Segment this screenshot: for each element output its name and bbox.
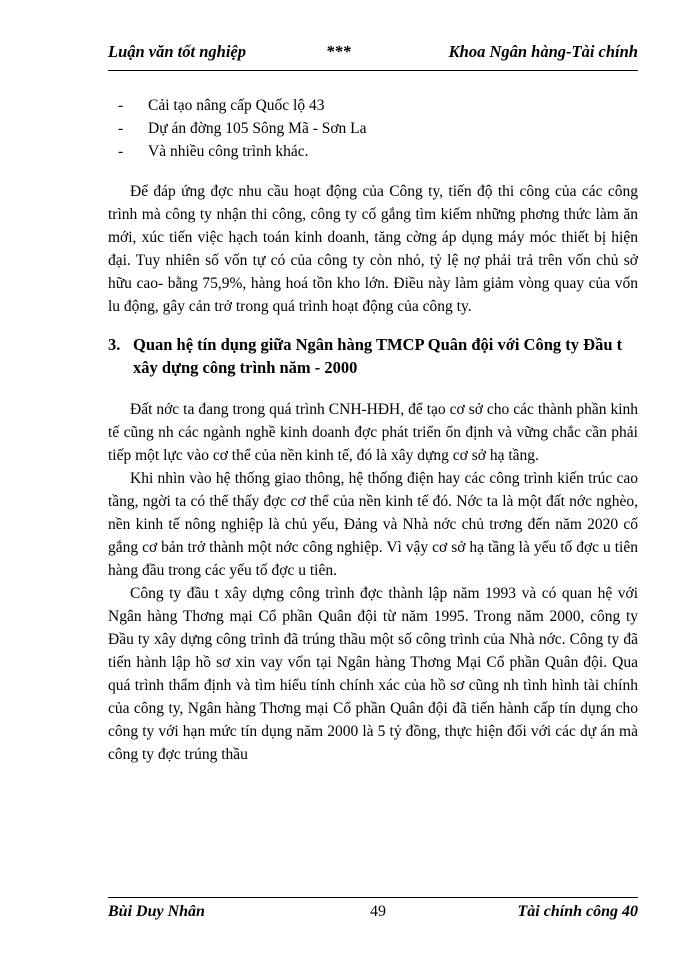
paragraph: Để đáp ứng đợc nhu cầu hoạt động của Công ty, tiến độ thi công của các công trình mà công ty nhận thi công, công ty cố gắng tìm kiếm những phơng thức làm ăn mới, xúc tiến việc hạch toán kinh doanh, tăng cờng áp dụng máy móc thiết bị hiện đại. Tuy nhiên số vốn tự có của công ty còn nhỏ, tỷ lệ nợ phải trả trên vốn chủ sở hữu cao- bằng 75,9%, hàng hoá tồn kho lớn. Điều này làm giảm vòng quay của vốn lu động, gây cản trở trong quá trình hoạt động của công ty. [108, 183, 638, 315]
paragraph: Công ty đầu t xây dựng công trình đợc thành lập năm 1993 và có quan hệ với Ngân hàng Thơng mại Cổ phần Quân đội từ năm 1995. Trong năm 2000, công ty Đầu ty xây dựng công trình đã trúng thầu một số công trình của Nhà nớc. Công ty đã tiến hành lập hồ sơ xin vay vốn tại Ngân hàng Thơng Mại Cổ phần Quân đội. Qua quá trình thẩm định và tìm hiểu tính chính xác của hồ sơ cũng nh tình hình tài chính của công ty, Ngân hàng Thơng mại Cổ phần Quân đội đã tiến hành cấp tín dụng cho công ty với hạn mức tín dụng năm 2000 là 5 tỷ đồng, thực hiện đối với các dự án mà công ty đợc trúng thầu [108, 585, 638, 763]
section-body [108, 398, 638, 766]
paragraph: Khi nhìn vào hệ thống giao thông, hệ thống điện hay các công trình kiến trúc cao tầng, ngời ta có thể thấy đợc cơ thể của nền kinh tế đó. Nớc ta là một đất nớc nghèo, nền kinh tế nông nghiệp là chủ yếu, Đảng và Nhà nớc chủ trơng đến năm 2020 cố gắng cơ bản trở thành một nớc công nghiệp. Vì vậy cơ sở hạ tầng là yếu tố đợc u tiên hàng đầu trong các yếu tố đợc u tiên. [108, 470, 638, 579]
header-right: Khoa Ngân hàng-Tài chính [448, 42, 638, 61]
bullet-dash: - [118, 143, 124, 160]
footer-author: Bùi Duy Nhân [108, 903, 205, 920]
list-item-text: Cải tạo nâng cấp Quốc lộ 43 [148, 97, 325, 114]
header-left: Luận văn tốt nghiệp [108, 42, 246, 61]
footer-rule [108, 897, 638, 898]
section-title: Quan hệ tín dụng giữa Ngân hàng TMCP Quân đội với Công ty Đầu t xây dựng công trình năm - 2000 [133, 335, 623, 377]
footer-right: Tài chính công 40 [517, 903, 638, 920]
list-item-text: Và nhiều công trình khác. [148, 143, 309, 160]
section-number: 3. [108, 335, 121, 354]
list-item [118, 140, 638, 163]
bullet-list [118, 94, 638, 163]
page-header [108, 42, 638, 68]
list-item-text: Dự án đờng 105 Sông Mã - Sơn La [148, 120, 367, 137]
section-heading [108, 333, 638, 379]
page-footer [108, 903, 638, 927]
intro-section [108, 180, 638, 318]
paragraph: Đất nớc ta đang trong quá trình CNH-HĐH, để tạo cơ sở cho các thành phần kinh tế cũng nh các ngành nghề kinh doanh đợc phát triển ổn định và vững chắc cần phải tiếp một lực vào cơ thể của nền kinh tế, đó là xây dựng cơ sở hạ tầng. [108, 401, 638, 464]
bullet-dash: - [118, 97, 124, 114]
list-item [118, 117, 638, 140]
bullet-dash: - [118, 120, 124, 137]
header-rule [108, 70, 638, 71]
list-item [118, 94, 638, 117]
header-center: *** [326, 42, 351, 61]
page-number: 49 [370, 903, 386, 920]
